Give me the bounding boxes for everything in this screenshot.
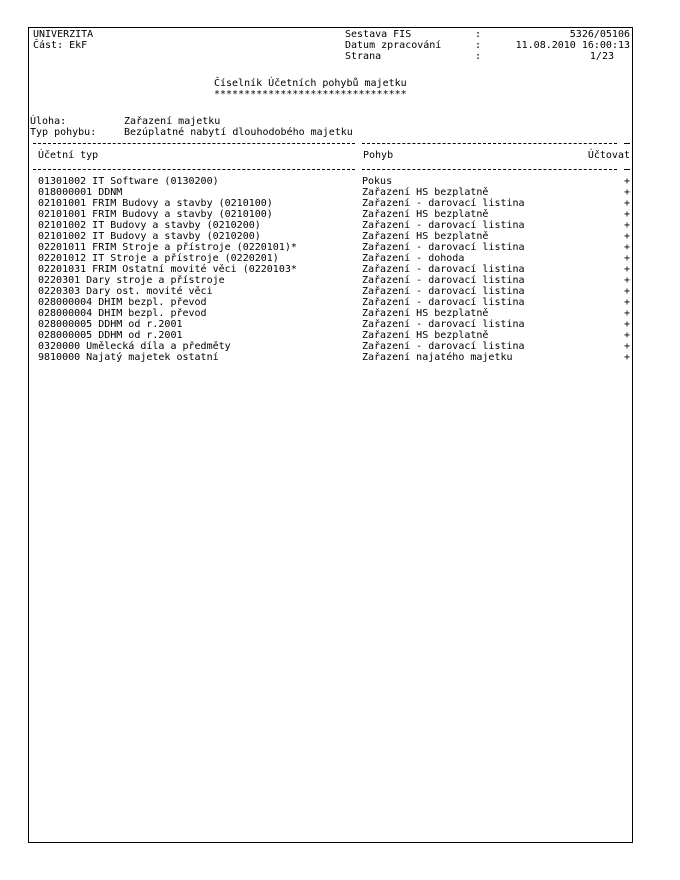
column-header-post: Účtovat	[587, 150, 630, 161]
date-sep: :	[475, 40, 482, 51]
row-movement: Zařazení - darovací listina	[362, 286, 525, 297]
part-label: Část: EkF	[33, 40, 88, 51]
page-number: 1/23	[589, 51, 614, 62]
row-post-flag: +	[623, 176, 630, 187]
row-post-flag: +	[623, 275, 630, 286]
row-movement: Zařazení HS bezplatně	[362, 209, 489, 220]
row-account-type: 028000005 DDHM od r.2001	[38, 319, 183, 330]
header-top-rule-mid	[362, 143, 617, 144]
row-post-flag: +	[623, 297, 630, 308]
task-label: Úloha:	[30, 116, 67, 127]
row-account-type: 0320000 Umělecká díla a předměty	[38, 341, 231, 352]
row-movement: Zařazení - darovací listina	[362, 264, 525, 275]
column-header-account-type: Účetní typ	[38, 150, 99, 161]
movement-type-label: Typ pohybu:	[30, 127, 97, 138]
row-account-type: 9810000 Najatý majetek ostatní	[38, 352, 219, 363]
row-account-type: 02101001 FRIM Budovy a stavby (0210100)	[38, 209, 273, 220]
report-number: 5326/05106	[569, 29, 630, 40]
header-top-rule-left	[33, 143, 355, 144]
page-label: Strana	[345, 51, 382, 62]
row-account-type: 02101002 IT Budovy a stavby (0210200)	[38, 231, 261, 242]
row-post-flag: +	[623, 198, 630, 209]
row-post-flag: +	[623, 242, 630, 253]
header-bottom-rule-right	[624, 169, 630, 170]
header-bottom-rule-mid	[362, 169, 617, 170]
header-top-rule-right	[624, 143, 630, 144]
row-post-flag: +	[623, 220, 630, 231]
row-account-type: 028000005 DDHM od r.2001	[38, 330, 183, 341]
row-post-flag: +	[623, 209, 630, 220]
row-movement: Zařazení - darovací listina	[362, 319, 525, 330]
row-post-flag: +	[623, 231, 630, 242]
row-movement: Zařazení - dohoda	[362, 253, 465, 264]
title-underline: ********************************	[214, 89, 407, 100]
row-post-flag: +	[623, 319, 630, 330]
row-movement: Zařazení - darovací listina	[362, 198, 525, 209]
report-sep: :	[475, 29, 482, 40]
row-account-type: 02201012 IT Stroje a přístroje (0220201)	[38, 253, 279, 264]
row-post-flag: +	[623, 264, 630, 275]
row-movement: Zařazení - darovací listina	[362, 275, 525, 286]
row-account-type: 0220303 Dary ost. movité věci	[38, 286, 213, 297]
header-bottom-rule-left	[33, 169, 355, 170]
row-movement: Pokus	[362, 176, 393, 187]
date-label: Datum zpracování	[345, 40, 442, 51]
report-label: Sestava FIS	[345, 29, 412, 40]
org-name: UNIVERZITA	[33, 29, 94, 40]
row-account-type: 01301002 IT Software (0130200)	[38, 176, 219, 187]
row-post-flag: +	[623, 341, 630, 352]
row-post-flag: +	[623, 253, 630, 264]
row-account-type: 02101002 IT Budovy a stavby (0210200)	[38, 220, 261, 231]
processing-date: 11.08.2010 16:00:13	[515, 40, 630, 51]
row-post-flag: +	[623, 187, 630, 198]
column-header-movement: Pohyb	[363, 150, 394, 161]
row-movement: Zařazení najatého majetku	[362, 352, 513, 363]
row-account-type: 018000001 DDNM	[38, 187, 123, 198]
row-movement: Zařazení HS bezplatně	[362, 231, 489, 242]
row-account-type: 02101001 FRIM Budovy a stavby (0210100)	[38, 198, 273, 209]
row-account-type: 0220301 Dary stroje a přístroje	[38, 275, 225, 286]
row-post-flag: +	[623, 286, 630, 297]
row-post-flag: +	[623, 308, 630, 319]
report-title: Číselník Účetních pohybů majetku	[214, 78, 407, 89]
row-account-type: 02201031 FRIM Ostatní movité věci (0220103*	[38, 264, 297, 275]
row-movement: Zařazení - darovací listina	[362, 341, 525, 352]
row-movement: Zařazení HS bezplatně	[362, 308, 489, 319]
row-movement: Zařazení HS bezplatně	[362, 330, 489, 341]
row-post-flag: +	[623, 330, 630, 341]
row-movement: Zařazení HS bezplatně	[362, 187, 489, 198]
row-movement: Zařazení - darovací listina	[362, 220, 525, 231]
task-value: Zařazení majetku	[124, 116, 221, 127]
row-movement: Zařazení - darovací listina	[362, 242, 525, 253]
row-account-type: 028000004 DHIM bezpl. převod	[38, 297, 207, 308]
row-account-type: 02201011 FRIM Stroje a přístroje (0220101)*	[38, 242, 297, 253]
row-account-type: 028000004 DHIM bezpl. převod	[38, 308, 207, 319]
page-sep: :	[475, 51, 482, 62]
row-movement: Zařazení - darovací listina	[362, 297, 525, 308]
report-page-frame	[28, 27, 633, 843]
movement-type-value: Bezúplatné nabytí dlouhodobého majetku	[124, 127, 353, 138]
row-post-flag: +	[623, 352, 630, 363]
